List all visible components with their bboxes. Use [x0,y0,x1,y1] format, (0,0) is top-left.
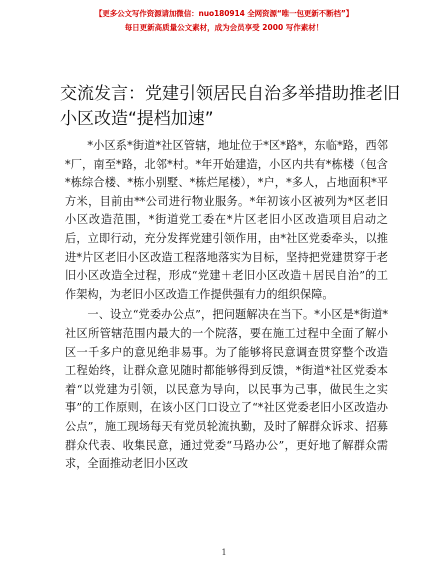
document-title: 交流发言：党建引领居民自治多举措助推老旧小区改造“提档加速” [60,84,400,129]
promo-banner-line-2: 每日更新高质量公文素材，成为会员享受 2000 写作素材！ [124,23,324,32]
paragraph-section-1: 一、设立“党委办公点”，把问题解决在当下。*小区是*街道*社区所管辖范围内最大的一个院落，要在施工过程中全面了解小区一千多户的意见绝非易事。为了能够将民意调查贯穿整个改造工程始终，让群众意见随时都能够得到反馈，*街道*社区党委本着“以党建为引领，以民意为导向，以民事为己事，做民生之实事”的工作原则，在该小区门口设立了“*社区党委老旧小区改造办公点”，施工现场每天有党员轮流执勤，及时了解群众诉求、招募群众代表、收集民意，通过党委“马路办公”，更好地了解群众需求，全面推动老旧小区改 [65,308,388,471]
promo-banner [0,8,448,33]
document-body [65,137,388,474]
paragraph-intro: *小区系*街道*社区管辖，地址位于*区*路*，东临*路，西邻*厂，南至*路，北邻*村。*年开始建造，小区内共有*栋楼（包含*栋综合楼、*栋小别墅、*栋烂尾楼），*户，*多人，占地面积*平方米，目前由**公司进行物业服务。*年初该小区被列为*区老旧小区改造范围，*街道党工委在*片区老旧小区改造项目启动之后，立即行动，充分发挥党建引领作用，由*社区党委牵头，以推进*片区老旧小区改造工程落地落实为目标，坚持把党建贯穿于老旧小区改造全过程，形成“党建＋老旧小区改造＋居民自治”的工作架构，为老旧小区改造工作提供强有力的组织保障。 [65,139,388,301]
promo-banner-line-1: 【更多公文写作资源请加微信：nuo180914 全网资源“唯一包更新不断档”】 [94,9,354,18]
page-number: 1 [221,548,227,557]
